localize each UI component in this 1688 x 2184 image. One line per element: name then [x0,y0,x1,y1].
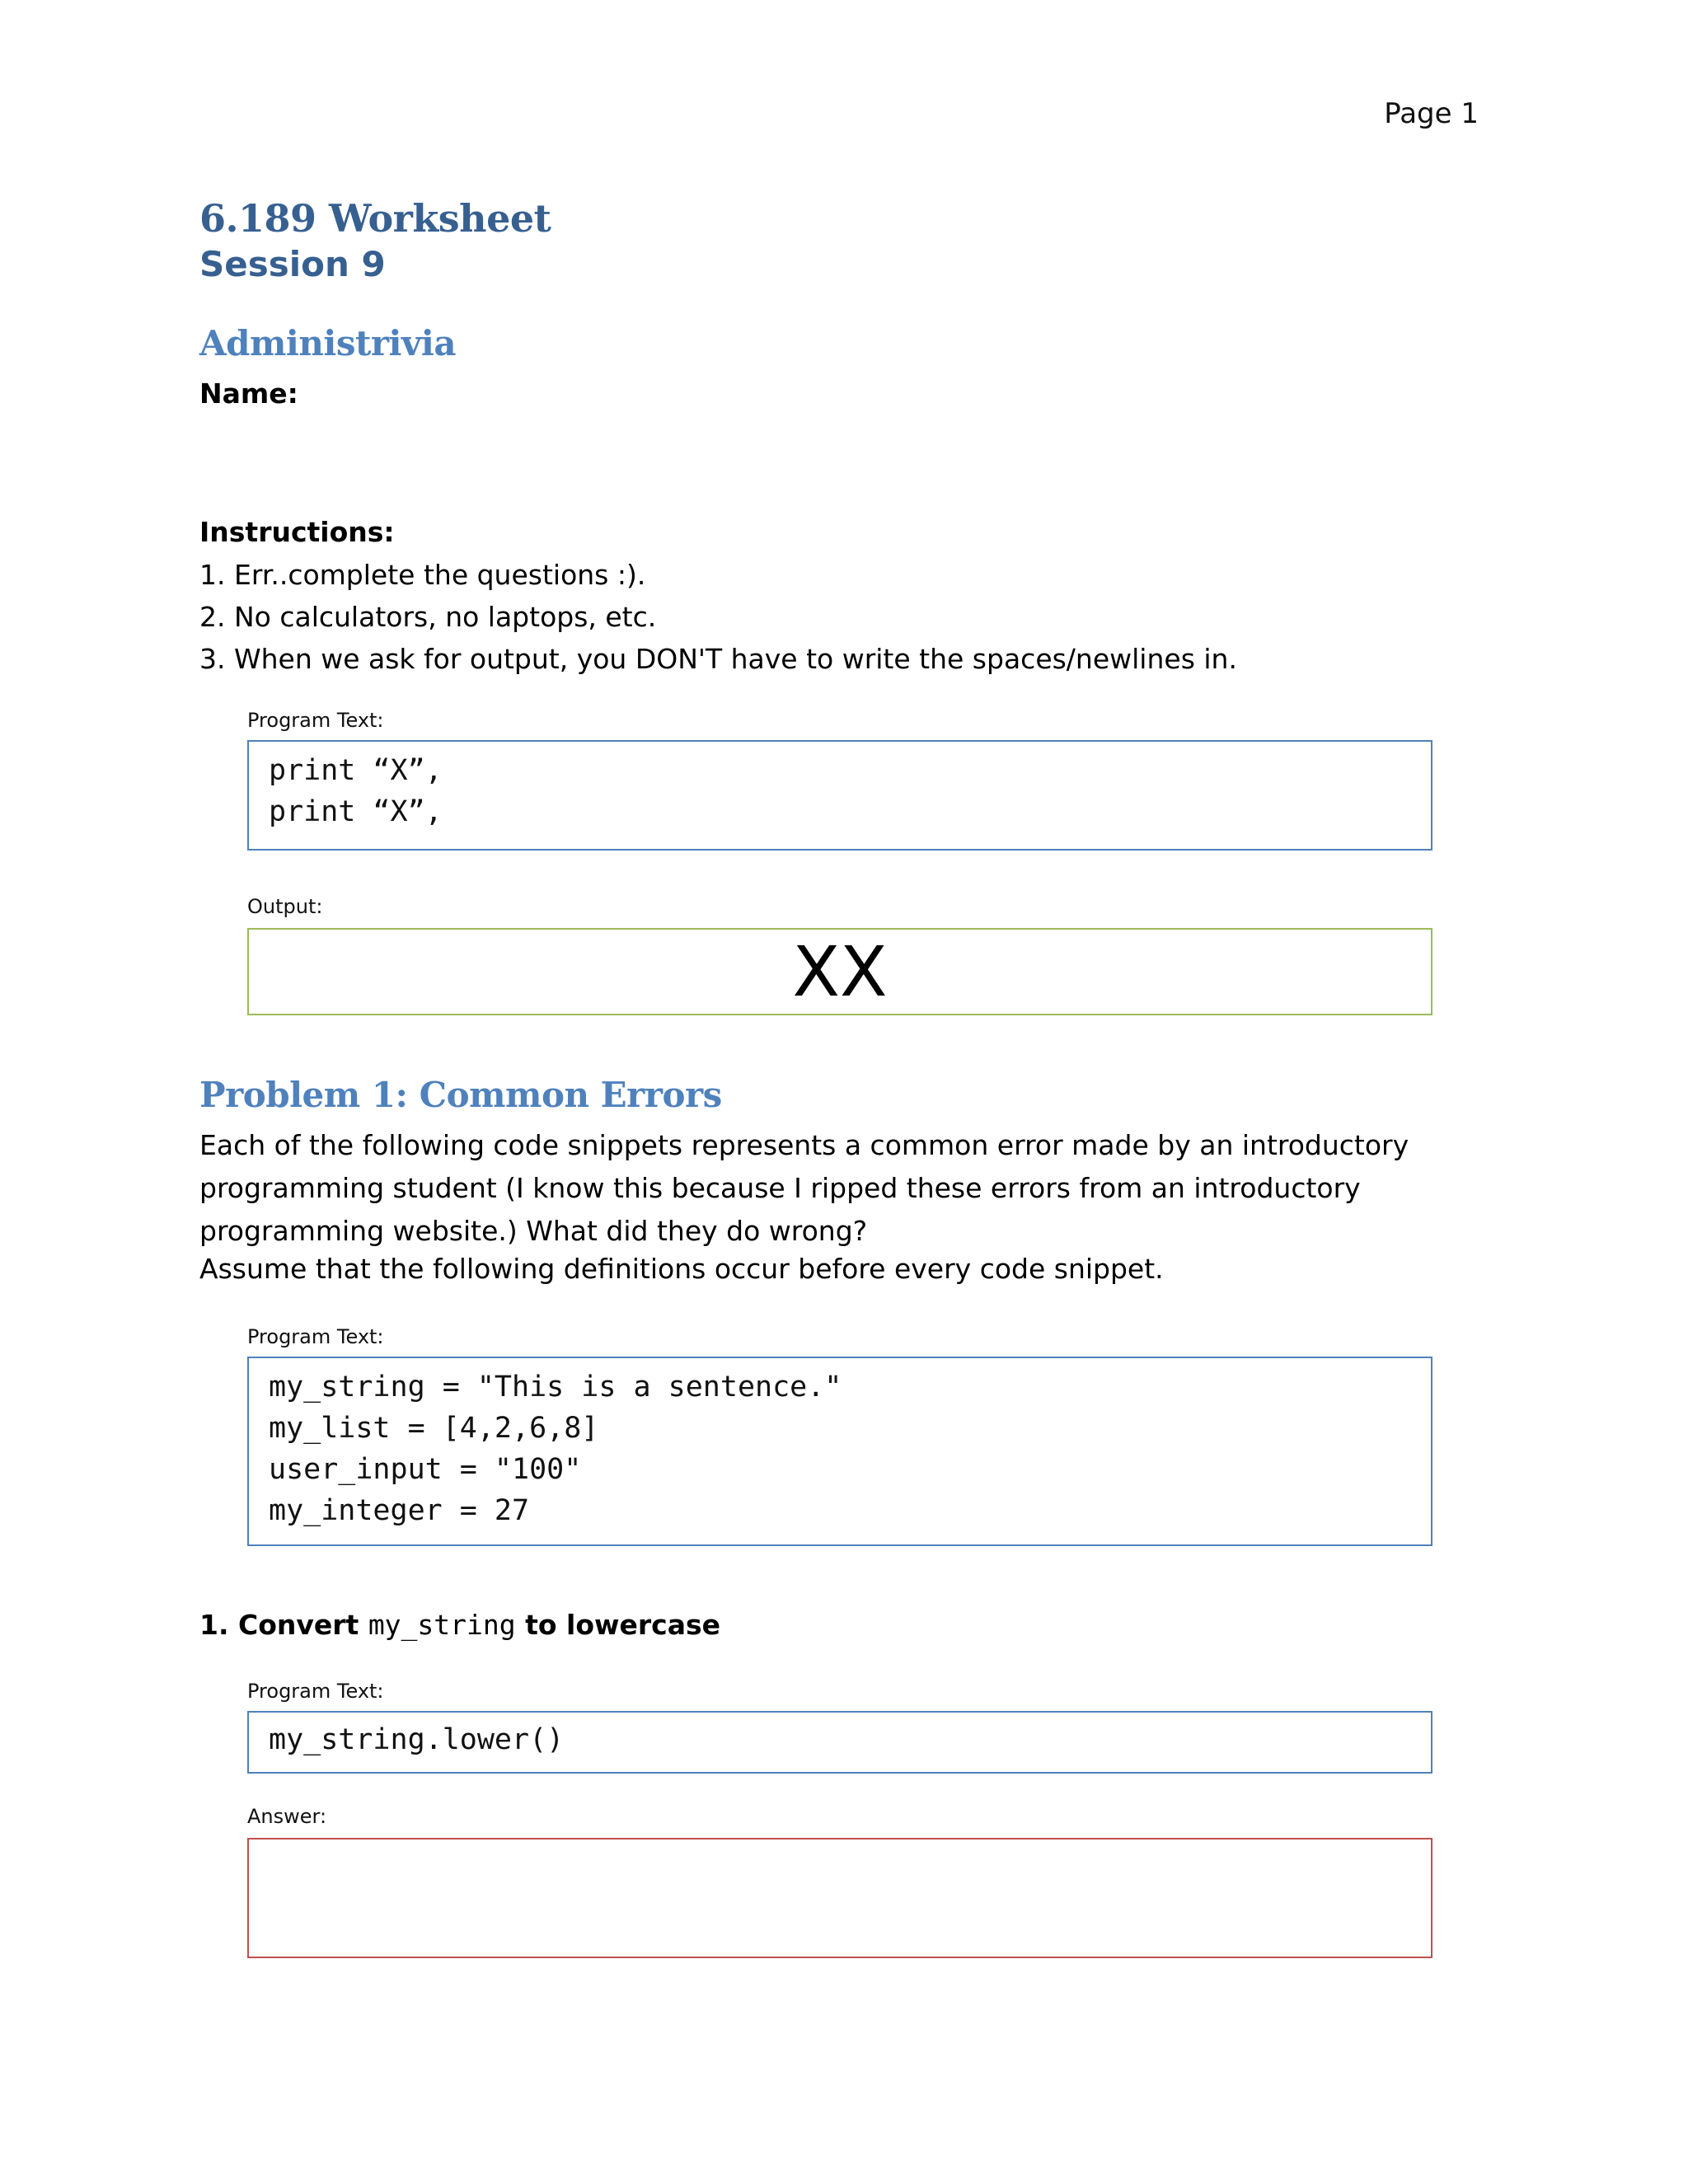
instruction-item: 3. When we ask for output, you DON'T have to write the spaces/newlines in. [199,643,1237,675]
code-line: my_integer = 27 [269,1494,530,1527]
document-title: 6.189 Worksheet [199,196,551,241]
instructions-label: Instructions: [199,516,395,548]
code-line: user_input = "100" [269,1453,582,1486]
question1-heading [199,1609,720,1641]
example-program-box [247,740,1432,851]
question1-prefix: 1. Convert [199,1609,368,1641]
code-line: my_list = [4,2,6,8] [269,1412,599,1445]
administrivia-heading: Administrivia [199,323,457,363]
question1-suffix: to lowercase [515,1609,721,1641]
program-text-label: Program Text: [247,1325,384,1348]
name-label: Name: [199,377,298,410]
output-label: Output: [247,895,323,918]
code-line: print “X”, [269,754,443,787]
problem1-heading: Problem 1: Common Errors [199,1075,722,1115]
question1-program-box [247,1711,1432,1774]
page-number: Page 1 [1384,97,1479,130]
code-line: my_string.lower() [269,1723,565,1756]
program-text-label: Program Text: [247,709,384,732]
instruction-item: 2. No calculators, no laptops, etc. [199,601,657,633]
problem1-assumption: Assume that the following definitions occur before every code snippet. [199,1253,1164,1285]
output-value: XX [792,931,888,1012]
answer-label: Answer: [247,1805,327,1828]
problem1-description: Each of the following code snippets represents a common error made by an introductory programming student (I know this because I ripped these errors from an introductory programming website.) What did they do wrong? [199,1129,1409,1247]
code-line: print “X”, [269,795,443,828]
program-text-label: Program Text: [247,1680,384,1703]
instruction-item: 1. Err..complete the questions :). [199,559,646,591]
example-output-box [247,928,1432,1015]
question1-code: my_string [368,1609,516,1641]
definitions-program-box [247,1357,1432,1546]
question1-answer-box[interactable] [247,1838,1432,1958]
document-subtitle: Session 9 [199,244,386,284]
code-line: my_string = "This is a sentence." [269,1371,842,1404]
